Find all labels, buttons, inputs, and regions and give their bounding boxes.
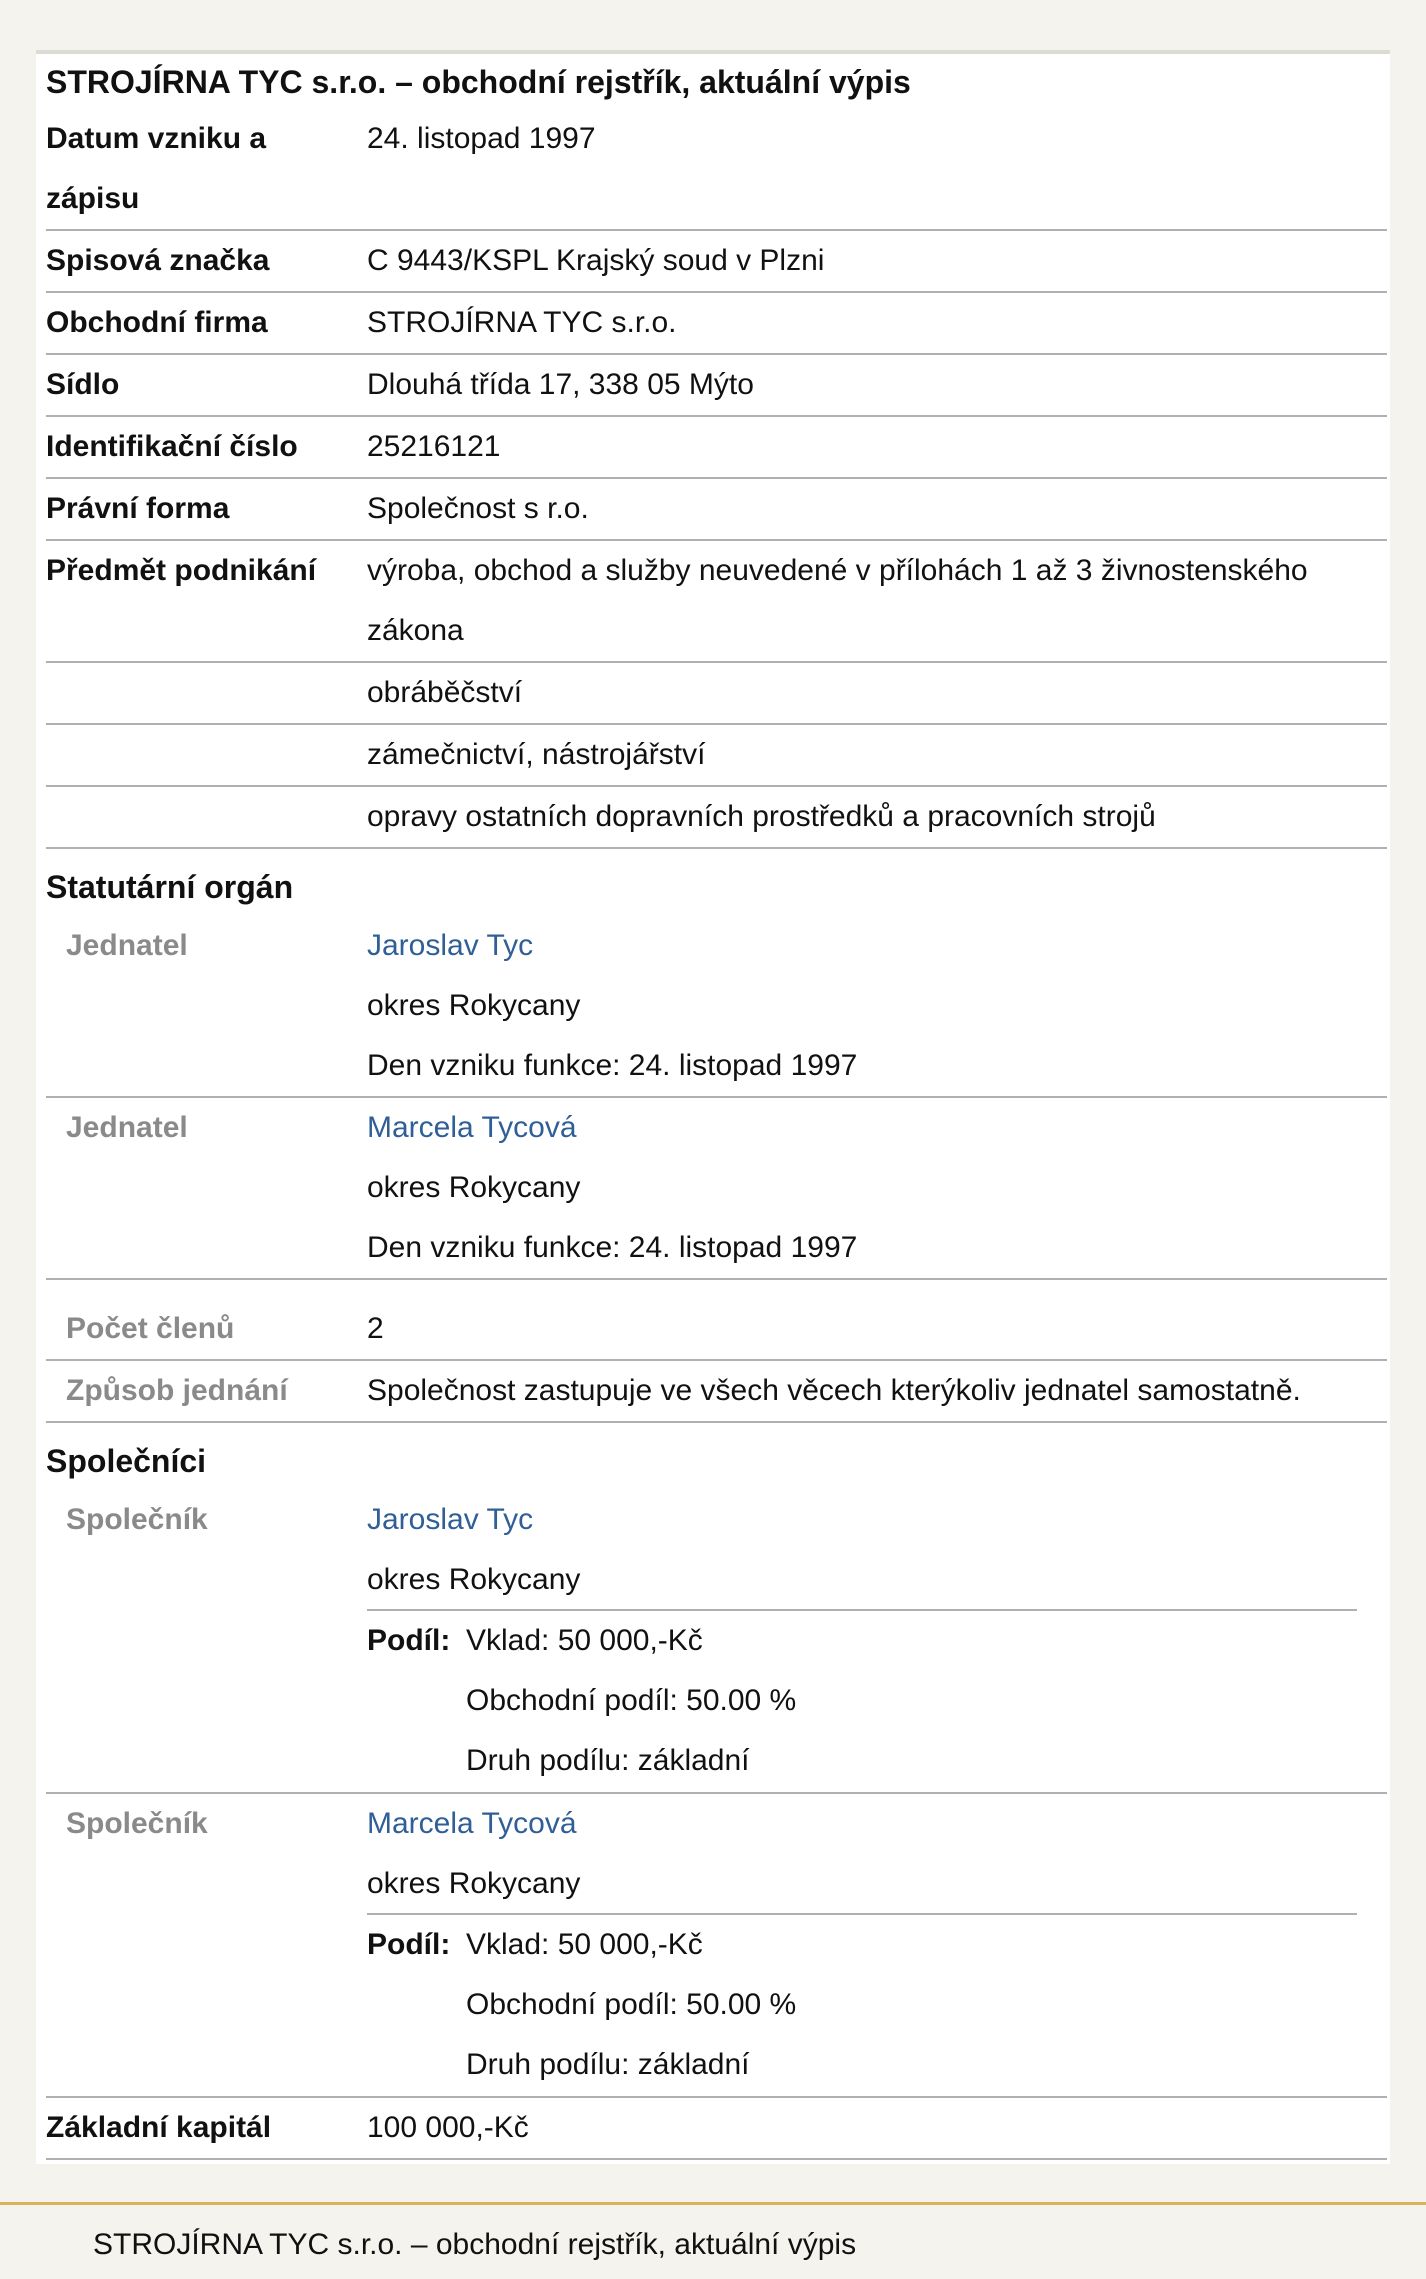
statutarni-organ-heading: Statutární orgán [46,869,294,905]
druh-podilu-value: Druh podílu: základní [466,1744,750,1777]
predmet-item: zákona [367,614,464,647]
divider [46,539,1387,541]
divider [46,723,1387,725]
ico-value: 25216121 [367,430,501,463]
pocet-clenu-value: 2 [367,1312,384,1345]
divider [46,2158,1387,2160]
divider [46,785,1387,787]
jednatel-since: Den vzniku funkce: 24. listopad 1997 [367,1231,858,1264]
zakladni-kapital-value: 100 000,-Kč [367,2111,529,2144]
datum-label-line2: zápisu [46,182,140,215]
divider [367,1913,1357,1915]
divider [46,1278,1387,1280]
divider [46,477,1387,479]
sidlo-label: Sídlo [46,368,120,401]
spolecnik-name-link[interactable]: Marcela Tycová [367,1807,577,1840]
divider [46,2096,1387,2098]
divider [46,415,1387,417]
spolecnik-district: okres Rokycany [367,1867,581,1900]
page-title: STROJÍRNA TYC s.r.o. – obchodní rejstřík, aktuální výpis [46,64,911,100]
divider [46,847,1387,849]
podil-label: Podíl: [367,1928,451,1961]
spolecnik-name-link[interactable]: Jaroslav Tyc [367,1503,534,1536]
vklad-value: Vklad: 50 000,-Kč [466,1928,703,1961]
page-footer [0,2202,1426,2279]
podil-label: Podíl: [367,1624,451,1657]
sidlo-value: Dlouhá třída 17, 338 05 Mýto [367,368,754,401]
spolecnik-role-label: Společník [66,1807,208,1840]
obchodni-podil-value: Obchodní podíl: 50.00 % [466,1988,797,2021]
datum-value: 24. listopad 1997 [367,122,596,155]
datum-label-line1: Datum vzniku a [46,122,267,155]
spisova-znacka-value: C 9443/KSPL Krajský soud v Plzni [367,244,825,277]
vklad-value: Vklad: 50 000,-Kč [466,1624,703,1657]
divider [46,353,1387,355]
spolecnik-district: okres Rokycany [367,1563,581,1596]
spisova-znacka-label: Spisová značka [46,244,270,277]
jednatel-role-label: Jednatel [66,1111,188,1144]
pravni-forma-value: Společnost s r.o. [367,492,589,525]
divider [46,1359,1387,1361]
jednatel-since: Den vzniku funkce: 24. listopad 1997 [367,1049,858,1082]
divider [46,291,1387,293]
druh-podilu-value: Druh podílu: základní [466,2048,750,2081]
ico-label: Identifikační číslo [46,430,298,463]
predmet-item: opravy ostatních dopravních prostředků a pracovních strojů [367,800,1156,833]
jednatel-district: okres Rokycany [367,1171,581,1204]
obchodni-podil-value: Obchodní podíl: 50.00 % [466,1684,797,1717]
predmet-item: zámečnictví, nástrojářství [367,738,706,771]
zakladni-kapital-label: Základní kapitál [46,2111,272,2144]
spolecnik-role-label: Společník [66,1503,208,1536]
divider [46,229,1387,231]
jednatel-name-link[interactable]: Marcela Tycová [367,1111,577,1144]
divider [367,1609,1357,1611]
zpusob-jednani-value: Společnost zastupuje ve všech věcech kterýkoliv jednatel samostatně. [367,1374,1301,1407]
pravni-forma-label: Právní forma [46,492,230,525]
jednatel-name-link[interactable]: Jaroslav Tyc [367,929,534,962]
divider [46,1096,1387,1098]
divider [46,1792,1387,1794]
obchodni-firma-value: STROJÍRNA TYC s.r.o. [367,306,677,339]
predmet-podnikani-label: Předmět podnikání [46,554,317,587]
jednatel-role-label: Jednatel [66,929,188,962]
predmet-item: výroba, obchod a služby neuvedené v přílohách 1 až 3 živnostenského [367,554,1308,587]
footer-title: STROJÍRNA TYC s.r.o. – obchodní rejstřík, aktuální výpis [93,2228,857,2261]
spolecnici-heading: Společníci [46,1443,207,1479]
divider [46,1421,1387,1423]
pocet-clenu-label: Počet členů [66,1312,235,1345]
predmet-item: obráběčství [367,676,523,709]
zpusob-jednani-label: Způsob jednání [66,1374,288,1407]
divider [46,661,1387,663]
jednatel-district: okres Rokycany [367,989,581,1022]
obchodni-firma-label: Obchodní firma [46,306,268,339]
